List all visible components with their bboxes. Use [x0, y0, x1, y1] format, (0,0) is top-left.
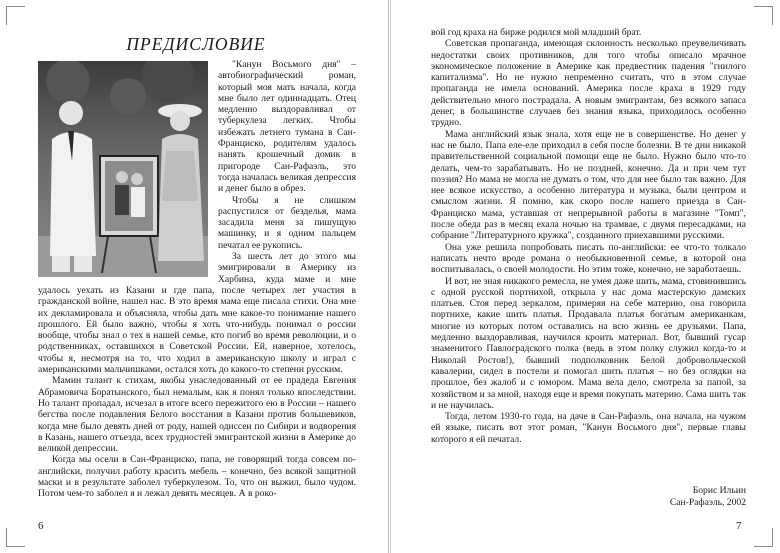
paragraph: Она уже решила попробовать писать по-английски: ее что-то толкало написать нечто вроде романа о необыкновенной семье, в которой она воспитывалась, о своей молодости. Но этим тоже, конечно, не заработаешь. [431, 241, 746, 276]
paragraph: За шесть лет до этого мы эмигрировали в Америку из Харбина, куда маме и мне удалось уехать из Казани и где папа, после четырех лет участия в гражданской войне, нашел нас. В это время мама еще писала стихи. Она мне их декламировала и объясняла, чтобы дать мне какое-то понимание нашего прошлого. Ей было важно, чтобы я хоть что-нибудь понимал о россии вообще, чтобы знал о тех в нашей семье, кто погиб во время революции, и о родственниках, оставшихся в Советской России. Ей, наверное, хотелось, чтобы я, несмотря на то, что ходил в американскую школу и играл с американскими мальчишками, остался хоть до какого-то степени русским. [38, 251, 356, 376]
paragraph: Когда мы осели в Сан-Франциско, папа, не говорящий тогда совсем по-английски, получил работу красить мебель – конечно, без всякой защитной маски и в результате заболел туберкулезом. То, что он выжил, было чудом. Потом чем-то заболел я и лежал девять месяцев. А в роко- [38, 454, 356, 500]
page-number: 7 [736, 520, 742, 532]
page-title: ПРЕДИСЛОВИЕ [126, 34, 266, 54]
paragraph: Мамин талант к стихам, якобы унаследованный от ее прадеда Евгения Абрамовича Боратынского, был немалым, как я понял только впоследствии. Но талант пропадал, исчезал в итоге всего пережитого ею в России – нашего бегства после подавления Белого восстания в Казани против большевиков, когда мне было девять дней от роду, нашей одиссеи по Сибири и водворения в Казань, нашего отъезда, всех трудностей эмигрантской жизни в Америке до великой депрессии. [38, 375, 356, 455]
crop-mark [6, 528, 25, 547]
author-place-date: Сан-Рафаэль, 2002 [669, 497, 746, 508]
paragraph: Мама английский язык знала, хотя еще не в совершенстве. Но денег у нас не было. Папа еле-еле приходил в себя после болезни. В те дни никакой правительственной социальной помощи еще не было. Нужно было что-то делать, чем-то зарабатывать. Но не поздней, конечно. Да и при чем тут поэзия? Но мама не могла не думать о том, что для нее было так важно. Для нее всякое искусство, а особенно литература и музыка, были центром и смыслом жизни. Я помню, как скоро после нашего приезда в Сан-Франциско мама, уставшая от непрерывной работы в магазине "Томп", после обеда раз в месяц ехала ночью на трамвае, с двумя пересадками, на собрание "Литературного кружка", созданного приехавшими русскими. [431, 128, 746, 242]
paragraph: вой год краха на бирже родился мой младший брат. [431, 27, 642, 38]
left-text-column [38, 59, 356, 500]
signature [431, 485, 746, 509]
paragraph: Чтобы я не слишком распустился от безделья, мама засадила меня за пишущую машинку, и я одним пальцем печатал ее рукопись. [218, 194, 356, 251]
crop-mark [754, 6, 773, 25]
paragraph: Советская пропаганда, имеющая склонность несколько преувеличивать недостатки своих противников, для того чтобы описало мрачное экономическое положение в Америке как предвестник падения "гнилого капитализма". Но не нужно непременно считать, что в этом случае пропаганда не имела оснований. Америка после краха в 1929 году действительно много пострадала. А новым эмигрантам, без всякого запаса денег, в большинстве случаев без знания языка, приходилось особенно трудно. [431, 38, 746, 129]
crop-mark [754, 528, 773, 547]
paragraph: И вот, не зная никакого ремесла, не умея даже шить, мама, стовинившись с одной русской портнихой, открыла у нас дома мастерскую дамских платьев. Стоя перед зеркалом, примеряя на себе материю, она говорила портнихе, какие шить платья. Продавала платья богатым американкам, многие из которых потом оставались на всю жизнь ее друзьями. Папа, медленно выздоравливая, научился кроить материал. Вот, бывший гусар знаменитого Павлоградского полка (ведь в этом полку служил когда-то и Николай Ростов!), бывший подполковник Белой добровольческой кавалерии, сидел в постели и помогал шить платья – но без оглядки на прошлое, без жалоб и с юмором. Мама вела дело, смотрела за папой, за хозяйством и за мной, находя еще и время покупать материю. Сама шить так и не научилась. [431, 275, 746, 411]
paragraph: "Канун Восьмого дня" – автобиографический роман, который моя мать начала, когда мне было лет одиннадцать. Отец медленно выздоравливал от туберкулеза легких. Чтобы избежать летнего тумана в Сан-Франциско, родителям удалось нанять крошечный домик в пригороде Сан-Рафаэль, это тогда началась великая депрессия и денег было в обрез. [218, 59, 356, 195]
paragraph: Тогда, летом 1930-го года, на даче в Сан-Рафаэль, она начала, на чужом ей языке, писать вот этот роман, "Канун Восьмого дня", первые главы которого я ей печатал. [431, 411, 746, 445]
author-name: Борис Ильин [692, 485, 746, 496]
family-photo [38, 61, 208, 277]
crop-mark [6, 6, 25, 25]
photo-illustration [38, 61, 208, 277]
page-number: 6 [38, 520, 44, 532]
right-text-column [431, 27, 746, 445]
